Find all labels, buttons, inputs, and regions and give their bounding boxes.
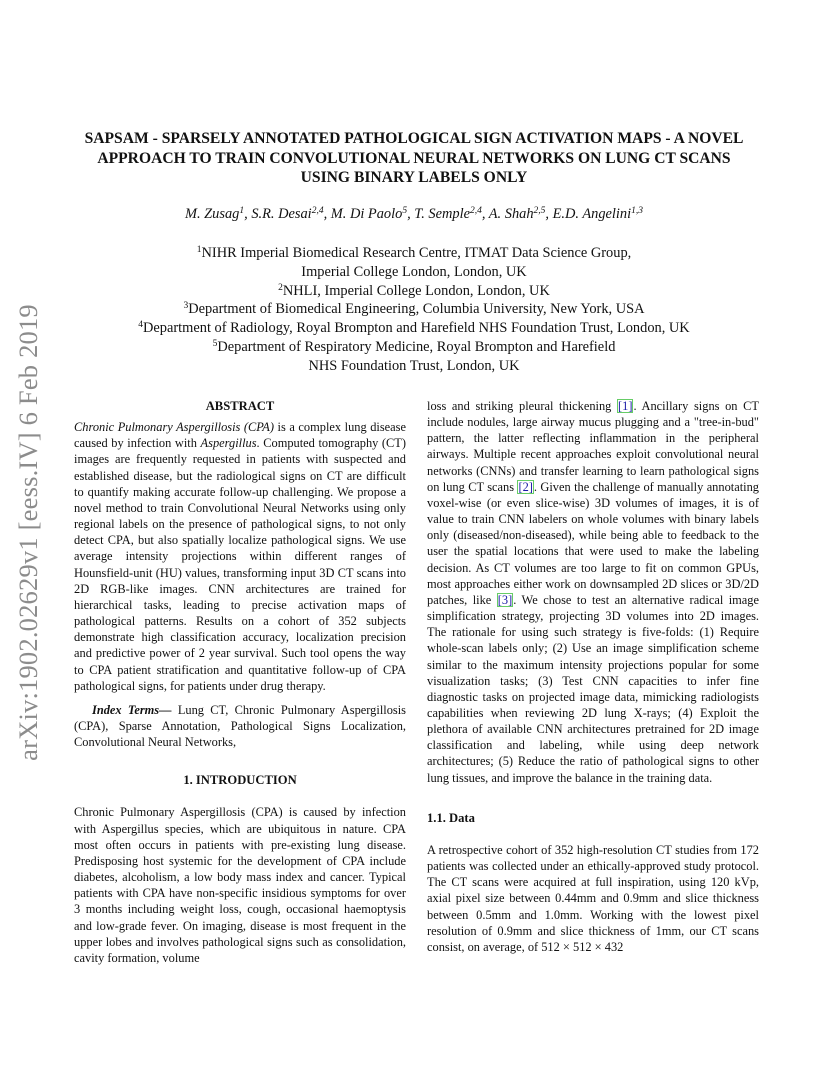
index-terms-text: Lung CT, Chronic Pulmonary Aspergillosis (CPA), Sparse Annotation, Pathological Signs Localization, Convolutional Neural Networks,	[74, 702, 406, 750]
citation-link[interactable]: [2]	[518, 479, 533, 494]
author-affiliation-mark: 2,4	[311, 206, 324, 216]
affiliation-list	[60, 244, 768, 376]
intro-text: loss and striking pleural thickening	[427, 399, 618, 413]
citation-link[interactable]: [1]	[618, 399, 633, 413]
affiliation-line	[60, 282, 768, 301]
intro-text: . We chose to test an alternative radical image simplification strategy, projecting 3D volumes into 2D images. The rationale for using such strategy is five-folds: (1) Require whole-scan labels only; (2) Use an image simplification scheme similar to the maximum intensity projections popular for some visualization tasks; (3) Test CNN capacities to infer fine diagnostic tasks on projected image data, mimicking radiologists capabilities when reviewing 2D lung X-rays; (4) Exploit the plethora of available CNN architectures pretrained for 2D image classification and labeling, while using deep network architectures; (5) Reduce the ratio of pathological signs to other lung tissues, and improve the balance in the training data.	[427, 592, 760, 785]
arxiv-stamp-text: arXiv:1902.02629v1 [eess.IV] 6 Feb 2019	[12, 303, 43, 761]
abstract-heading: ABSTRACT	[205, 399, 275, 413]
introduction-heading: 1. INTRODUCTION	[183, 773, 297, 788]
left-column	[74, 398, 406, 966]
affiliation-text: NHLI, Imperial College London, London, UK	[282, 282, 550, 299]
affiliation-mark: 3	[183, 301, 189, 312]
affiliation-mark: 5	[212, 338, 218, 349]
abstract-text: is a complex lung disease caused by infection with	[74, 420, 407, 451]
author-affiliation-mark: 1	[239, 206, 245, 216]
affiliation-mark: 1	[196, 245, 202, 255]
author-affiliation-mark: 2,5	[533, 206, 546, 216]
citation-link[interactable]: [3]	[497, 592, 513, 607]
intro-text: . Given the challenge of manually annotating voxel-wise (or even slice-wise) 3D volumes of images, it is of value to train CNN labelers on whole volumes with binary labels only (diseased/non-diseased), while being able to feedback to the user the spatial locations that were used to make the labeling decision. As CT volumes are too large to fit on common GPUs, most approaches either work on downsampled 2D slices or 3D/2D patches, like	[427, 479, 759, 607]
affiliation-text: Department of Respiratory Medicine, Royal Brompton and Harefield	[217, 338, 616, 355]
affiliation-text: NIHR Imperial Biomedical Research Centre, ITMAT Data Science Group,	[201, 245, 632, 261]
data-paragraph: A retrospective cohort of 352 high-resolution CT studies from 172 patients was collected under an ethically-approved study protocol. The CT scans were acquired at full inspiration, using 120 kVp, axial pixel size between 0.44mm and 0.9mm and slice thickness between 0.5mm and 1.0mm. Working with the lowest pixel resolution of 0.9mm and slice thickness of 1mm, our CT scans consist, on average, of 512 × 512 × 432	[427, 842, 759, 954]
author-affiliation-mark: 1,3	[631, 206, 643, 216]
abstract-term: Chronic Pulmonary Aspergillosis (CPA)	[74, 420, 274, 435]
abstract-text: . Computed tomography (CT) images are frequently requested in patients with suspected and established disease, but the radiological signs on CT are difficult to quantify making accurate follow-up challenging. We propose a novel method to train Convolutional Neural Networks using only regional labels on the presence of pathological signs, to not only detect CPA, but also spatially localize pathological signs. We use average intensity projections within different ranges of Hounsfield-unit (HU) values, transforming input 3D CT scans into 2D RGB-like images. CNN architectures are trained for hierarchical tasks, leading to precise activation maps of pathological patterns. Results on a cohort of 352 subjects demonstrate high classification accuracy, localization precision and predictive power of 2 year survival. Such tool opens the way to CPA patient stratification and quantitative follow-up of CPA pathological signs, for patients under drug therapy.	[74, 436, 407, 693]
affiliation-line	[60, 319, 768, 338]
affiliation-text: Department of Biomedical Engineering, Columbia University, New York, USA	[188, 301, 645, 318]
author: T. Semple	[414, 206, 470, 222]
paper-title: SAPSAM - SPARSELY ANNOTATED PATHOLOGICAL SIGN ACTIVATION MAPS - A NOVEL APPROACH TO TRAIN CONVOLUTIONAL NEURAL NETWORKS ON LUNG CT SCANS USING BINARY LABELS ONLY	[84, 130, 744, 186]
author-list: M. Zusag$^1$, S.R. Desai$^{2,4}$, M. Di Paolo$^5$, T. Semple$^{2,4}$, A. Shah$^{2,5}$, E.D. Angelini$^{1,3}$	[185, 206, 643, 222]
intro-text: . Ancillary signs on CT include nodules, large airway mucus plugging and a "tree-in-bud" pattern, the latter reflecting inflammation in the peripheral airways. Multiple recent approaches exploit convolutional neural networks (CNNs) and transfer learning to learn pathological signs on lung CT scans	[427, 399, 759, 494]
introduction-paragraph: Chronic Pulmonary Aspergillosis (CPA) is caused by infection with Aspergillus species, which are ubiquitous in nature. CPA most often occurs in patients with pre-existing lung disease. Predisposing host systemic for the development of CPA include diabetes, alcoholism, a low body mass index and cancer. Typical patients with CPA have non-specific insidious symptoms for over 3 months including weight loss, cough, occasional haemoptysis and low-grade fever. On imaging, disease is most frequent in the upper lobes and involves pathological signs such as consolidation, cavity formation, volume	[74, 805, 406, 965]
author: M. Zusag	[185, 206, 240, 222]
author-affiliation-mark: 5	[402, 206, 408, 216]
introduction-paragraph-continued	[427, 398, 759, 786]
author: A. Shah	[488, 206, 534, 222]
affiliation-text: Imperial College London, London, UK	[301, 263, 527, 280]
affiliation-line	[60, 357, 768, 376]
affiliation-text: NHS Foundation Trust, London, UK	[308, 357, 520, 374]
affiliation-mark: 2	[278, 282, 283, 293]
affiliation-line	[60, 338, 768, 357]
index-terms	[74, 702, 406, 750]
affiliation-line	[60, 263, 768, 282]
index-terms-label: Index Terms—	[92, 702, 172, 717]
abstract-paragraph	[74, 419, 406, 694]
data-subsection-heading: 1.1. Data	[427, 810, 475, 825]
affiliation-text: Department of Radiology, Royal Brompton and Harefield NHS Foundation Trust, London, UK	[143, 320, 690, 337]
arxiv-identifier-stamp	[8, 292, 48, 772]
affiliation-line	[60, 300, 768, 319]
author: E.D. Angelini	[552, 206, 632, 222]
abstract-term: Aspergillus	[200, 436, 257, 451]
affiliation-line	[60, 244, 768, 263]
affiliation-mark: 4	[138, 320, 144, 331]
author: M. Di Paolo	[330, 206, 403, 222]
author: S.R. Desai	[251, 206, 312, 222]
right-column	[427, 398, 759, 955]
author-affiliation-mark: 2,4	[469, 206, 482, 216]
